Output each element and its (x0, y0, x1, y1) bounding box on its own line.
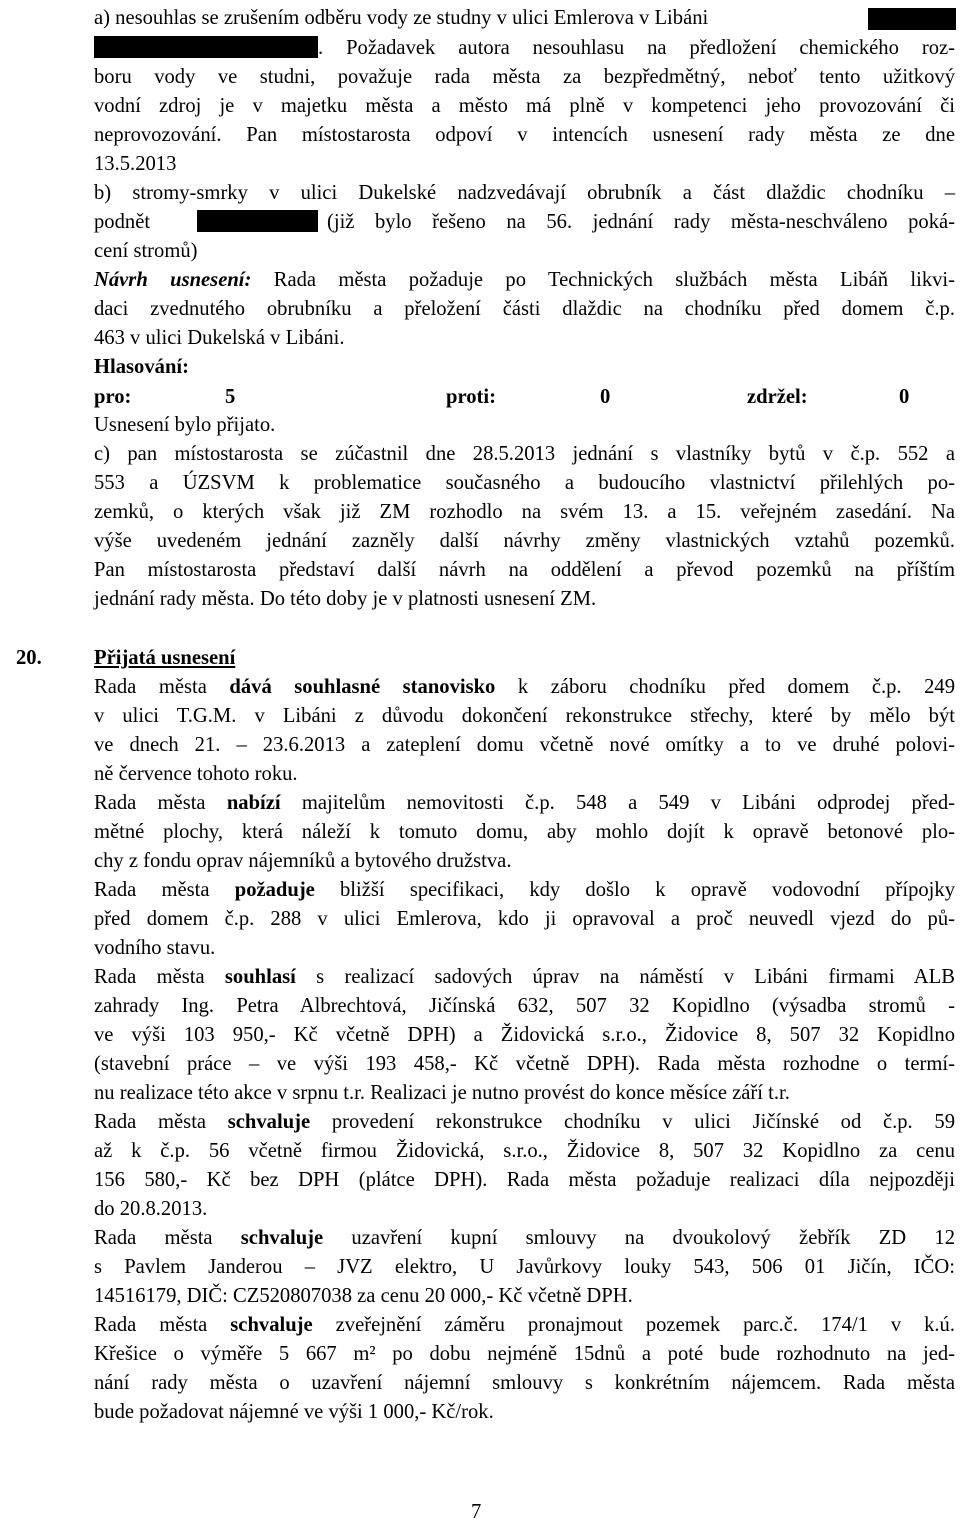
vote-abstain-label: zdržel: (747, 386, 808, 408)
item-a-line-5: neprovozování. Pan místostarosta odpoví v intencích usnesení rady města ze dne (94, 124, 955, 146)
resolution-1-line-3: ve dnech 21. – 23.6.2013 a zateplení domu včetně nové omítky a to ve druhé polovi- (94, 734, 955, 756)
resolution-7-post: zveřejnění záměru pronajmout pozemek parc.č. 174/1 v k.ú. (312, 1314, 956, 1336)
vote-against-value: 0 (600, 386, 611, 408)
resolution-7-line-1 (94, 1315, 955, 1336)
resolution-7-line-4: bude požadovat nájemné ve výši 1 000,- Kč/rok. (94, 1401, 494, 1423)
resolution-2-pre: Rada města (94, 792, 227, 814)
resolution-1-post: k záboru chodníku před domem č.p. 249 (495, 676, 956, 698)
item-c-line-2: 553 a ÚZSVM k problematice současného a budoucího vlastnictví přilehlých po- (94, 472, 955, 494)
resolution-2-post: majitelům nemovitosti č.p. 548 a 549 v Libáni odprodej před- (280, 792, 955, 814)
resolution-5-line-1 (94, 1112, 955, 1133)
resolution-5-line-4: do 20.8.2013. (94, 1198, 208, 1220)
section-title: Přijatá usnesení (94, 647, 236, 669)
resolution-1-verb: dává souhlasné stanovisko (229, 676, 496, 698)
item-b-proposal-line-1 (94, 270, 955, 291)
resolution-1-pre: Rada města (94, 676, 230, 698)
item-c-line-4: výše uvedeném jednání zazněly další návrhy změny vlastnických vztahů pozemků. (94, 530, 955, 552)
resolution-7-line-2: Křešice o výměře 5 667 m² po dobu nejméně 15dnů a poté bude rozhodnuto na jed- (94, 1343, 955, 1365)
vote-for-label: pro: (94, 386, 132, 408)
page-number: 7 (471, 1501, 482, 1523)
vote-title: Hlasování: (94, 356, 189, 378)
resolution-4-line-2: zahrady Ing. Petra Albrechtová, Jičínská 632, 507 32 Kopidlno (výsadba stromů - (94, 995, 955, 1017)
section-number: 20. (16, 647, 42, 669)
resolution-7-line-3: nání rady města o uzavření nájemní smlouvy s konkrétním nájemcem. Rada města (94, 1372, 955, 1394)
proposal-label: Návrh usnesení: (94, 269, 252, 291)
item-b-proposal-line-3: 463 v ulici Dukelská v Libáni. (94, 327, 345, 349)
resolution-3-line-2: před domem č.p. 288 v ulici Emlerova, kdo ji opravoval a proč neuvedl vjezd do pů- (94, 908, 955, 930)
resolution-3-verb: požaduje (234, 879, 315, 901)
item-a-line-3: boru vody ve studni, považuje rada města za bezpředmětný, neboť tento užitkový (94, 66, 955, 88)
resolution-3-line-3: vodního stavu. (94, 937, 216, 959)
resolution-4-verb: souhlasí (224, 966, 296, 988)
vote-result: Usnesení bylo přijato. (94, 414, 276, 436)
item-c-line-3: zemků, o kterých však již ZM rozhodlo na svém 13. a 15. veřejném zasedání. Na (94, 501, 955, 523)
item-b-line-2b: (již bylo řešeno na 56. jednání rady města-neschváleno poká- (327, 211, 955, 233)
resolution-1-line-2: v ulici T.G.M. v Libáni z důvodu dokončení rekonstrukce střechy, které by mělo být (94, 705, 955, 727)
resolution-6-line-2: s Pavlem Janderou – JVZ elektro, U Javůrkovy louky 543, 506 01 Jičín, IČO: (94, 1256, 955, 1278)
item-c-line-6: jednání rady města. Do této doby je v platnosti usnesení ZM. (94, 588, 597, 610)
resolution-2-line-2: mětné plochy, která náleží k tomuto domu, aby mohlo dojít k opravě betonové plo- (94, 821, 955, 843)
vote-against-label: proti: (446, 386, 496, 408)
item-a-line-2: . Požadavek autora nesouhlasu na předložení chemického roz- (318, 37, 955, 59)
resolution-4-line-3: ve výši 103 950,- Kč včetně DPH) a Židovická s.r.o., Židovice 8, 507 32 Kopidlno (94, 1024, 955, 1046)
proposal-text-1: Rada města požaduje po Technických službách města Libáň likvi- (251, 269, 955, 291)
resolution-5-post: provedení rekonstrukce chodníku v ulici Jičínské od č.p. 59 (310, 1111, 955, 1133)
vote-for-value: 5 (225, 386, 236, 408)
resolution-6-pre: Rada města (94, 1227, 241, 1249)
item-b-line-3: cení stromů) (94, 240, 198, 262)
resolution-3-line-1 (94, 880, 955, 901)
resolution-3-post: bližší specifikaci, kdy došlo k opravě vodovodní přípojky (314, 879, 955, 901)
resolution-7-verb: schvaluje (230, 1314, 313, 1336)
item-a-line-1 (94, 8, 708, 29)
item-c-line-5: Pan místostarosta představí další návrh na oddělení a převod pozemků na příštím (94, 559, 955, 581)
item-a-text-1: a) nesouhlas se zrušením odběru vody ze studny v ulici Emlerova v Libáni (94, 7, 709, 29)
resolution-5-verb: schvaluje (227, 1111, 311, 1133)
resolution-4-line-1 (94, 967, 955, 988)
resolution-6-post: uzavření kupní smlouvy na dvoukolový žebřík ZD 12 (323, 1227, 955, 1249)
resolution-1-line-1 (94, 677, 955, 698)
redaction-block (868, 8, 956, 30)
resolution-6-line-3: 14516179, DIČ: CZ520807038 za cenu 20 000,- Kč včetně DPH. (94, 1285, 633, 1307)
resolution-2-line-1 (94, 793, 955, 814)
item-b-line-2a: podnět (94, 211, 151, 233)
resolution-6-verb: schvaluje (240, 1227, 324, 1249)
resolution-4-pre: Rada města (94, 966, 225, 988)
resolution-5-line-2: až k č.p. 56 včetně firmou Židovická, s.r.o., Židovice 8, 507 32 Kopidlno za cenu (94, 1140, 955, 1162)
resolution-5-line-3: 156 580,- Kč bez DPH (plátce DPH). Rada města požaduje realizaci díla nejpozději (94, 1169, 955, 1191)
resolution-7-pre: Rada města (94, 1314, 231, 1336)
resolution-4-post: s realizací sadových úprav na náměstí v Libáni firmami ALB (295, 966, 955, 988)
vote-abstain-value: 0 (899, 386, 910, 408)
redaction-block (94, 36, 318, 58)
resolution-2-line-3: chy z fondu oprav nájemníků a bytového družstva. (94, 850, 512, 872)
item-a-line-6: 13.5.2013 (94, 153, 177, 175)
resolution-5-pre: Rada města (94, 1111, 228, 1133)
item-b-proposal-line-2: daci zvednutého obrubníku a přeložení části dlaždic na chodníku před domem č.p. (94, 298, 955, 320)
item-c-line-1: c) pan místostarosta se zúčastnil dne 28.5.2013 jednání s vlastníky bytů v č.p. 552 a (94, 443, 955, 465)
item-b-line-1: b) stromy-smrky v ulici Dukelské nadzvedávají obrubník a část dlaždic chodníku – (94, 182, 955, 204)
item-a-line-4: vodní zdroj je v majetku města a město má plně v kompetenci jeho provozování či (94, 95, 955, 117)
resolution-4-line-5: nu realizace této akce v srpnu t.r. Realizaci je nutno provést do konce měsíce září t.r. (94, 1082, 790, 1104)
resolution-3-pre: Rada města (94, 879, 235, 901)
resolution-6-line-1 (94, 1228, 955, 1249)
resolution-2-verb: nabízí (226, 792, 281, 814)
redaction-block (197, 210, 318, 232)
resolution-1-line-4: ně července tohoto roku. (94, 763, 298, 785)
resolution-4-line-4: (stavební práce – ve výši 193 458,- Kč včetně DPH). Rada města rozhodne o termí- (94, 1053, 955, 1075)
